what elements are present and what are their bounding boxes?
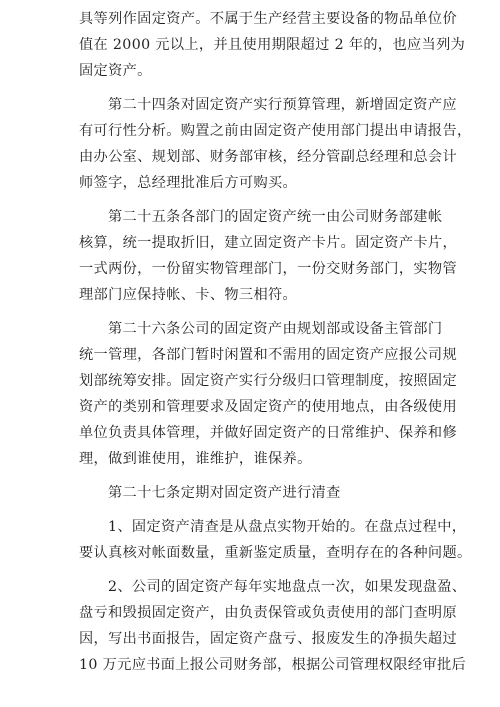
text-line: 由办公室、规划部、财务部审核，经分管副总经理和总会计: [79, 149, 457, 165]
text-line: 一式两份，一份留实物管理部门，一份交财务部门，实物管: [79, 261, 457, 277]
paragraph-item-1: [0, 514, 500, 566]
paragraph-article-27: [0, 480, 500, 506]
text-line: 单位负责具体管理，并做好固定资产的日常维护、保养和修: [79, 425, 457, 441]
paragraph-article-26: [0, 316, 500, 472]
text-line: 因，写出书面报告，固定资产盘亏、报废发生的净损失超过: [79, 631, 457, 647]
text-line: 师签字，总经理批准后方可购买。: [79, 175, 298, 191]
text-line: 第二十六条公司的固定资产由规划部或设备主管部门: [108, 321, 443, 337]
text-line: 第二十七条定期对固定资产进行清查: [108, 485, 341, 501]
text-line: 资产的类别和管理要求及固定资产的使用地点，由各级使用: [79, 399, 457, 415]
text-line: 第二十五条各部门的固定资产统一由公司财务部建帐: [108, 209, 443, 225]
text-line: 1、固定资产清查是从盘点实物开始的。在盘点过程中，: [108, 519, 467, 535]
text-line: 划部统筹安排。固定资产实行分级归口管理制度，按照固定: [79, 373, 457, 389]
paragraph-article-25: [0, 204, 500, 308]
text-line: 2、公司的固定资产每年实地盘点一次，如果发现盘盈、: [108, 579, 467, 595]
text-line: 统一管理，各部门暂时闲置和不需用的固定资产应报公司规: [79, 347, 457, 363]
text-line: 固定资产。: [79, 63, 152, 79]
paragraph-article-24: [0, 92, 500, 196]
text-line: 核算，统一提取折旧，建立固定资产卡片。固定资产卡片，: [79, 235, 457, 251]
text-line: 要认真核对帐面数量，重新鉴定质量，查明存在的各种问题。: [79, 545, 472, 561]
text-line: 理部门应保持帐、卡、物三相符。: [79, 287, 298, 303]
text-line: 盘亏和毁损固定资产，由负责保管或负责使用的部门查明原: [79, 605, 457, 621]
text-line: 有可行性分析。购置之前由固定资产使用部门提出申请报告，: [79, 123, 472, 139]
text-line: 具等列作固定资产。不属于生产经营主要设备的物品单位价: [79, 11, 457, 27]
paragraph-item-2: [0, 574, 500, 678]
paragraph-1: [0, 6, 500, 84]
text-line: 值在 2000 元以上，并且使用期限超过 2 年的，也应当列为: [79, 37, 466, 53]
text-line: 理，做到谁使用，谁维护，谁保养。: [79, 451, 312, 467]
text-line: 第二十四条对固定资产实行预算管理，新增固定资产应: [108, 97, 457, 113]
text-line: 10 万元应书面上报公司财务部，根据公司管理权限经审批后: [79, 657, 467, 673]
